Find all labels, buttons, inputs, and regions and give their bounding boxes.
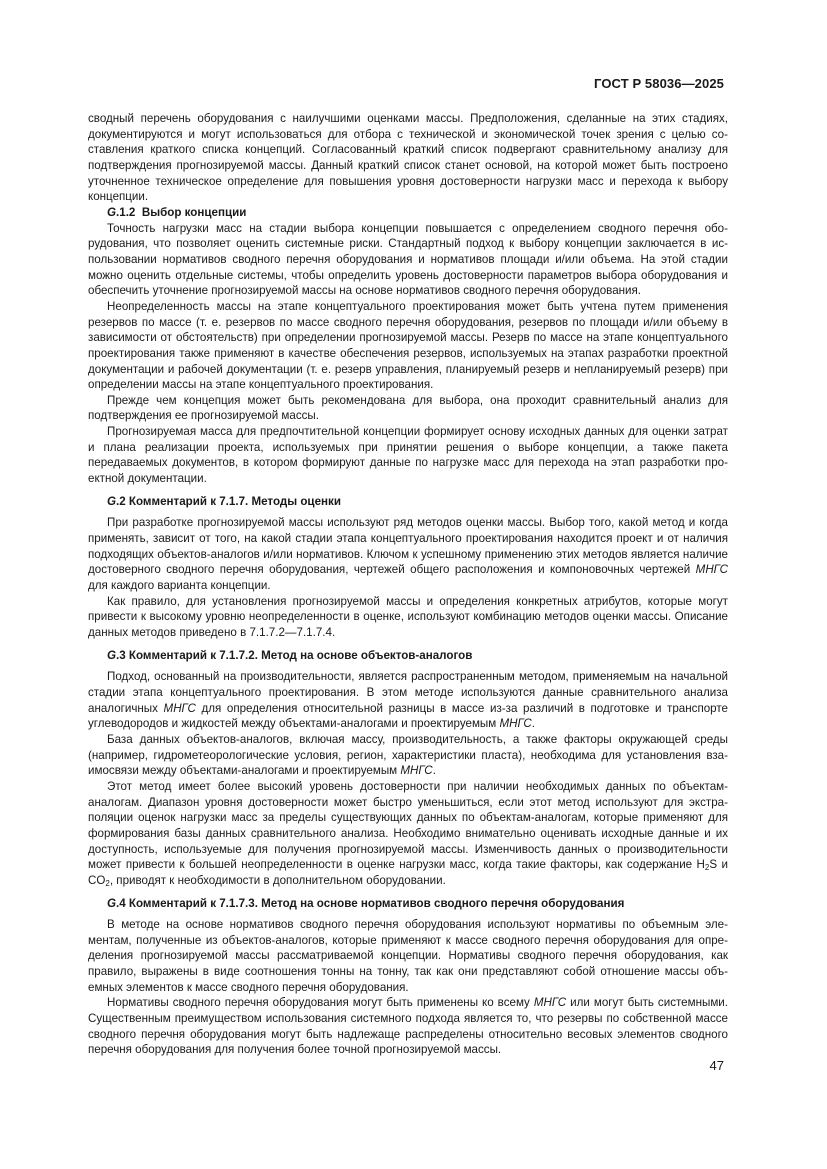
document-header: ГОСТ Р 58036—2025 xyxy=(594,76,724,91)
paragraph: В методе на основе нормативов сводного перечня оборудования используют нормативы по объемным элементам, полученные из объектов-аналогов, которые применяют к массе сводного перечня оборудования для определения прогнозируемой массы рассматриваемой концепции. Нормативы сводного перечня оборудования, как правило, выражены в виде соотношения тонны на тонну, так как они представляют собой отношение массы объемных элементов к массе сводного перечня оборудования. xyxy=(88,918,728,994)
section-heading-g-2: G.2 Комментарий к 7.1.7. Методы оценки xyxy=(107,494,341,508)
paragraph: Как правило, для установления прогнозируемой массы и определения конкретных атрибутов, которые могут привести к высокому уровню неопределенности в оценке, используют комбинацию методов оценки массы. Описание данных методов приведено в 7.1.7.2—7.1.7.4. xyxy=(88,594,728,639)
section-heading-g-1-2: G.1.2 Выбор концепции xyxy=(107,205,247,219)
paragraph: Подход, основанный на производительности, является распространенным методом, применяемым на начальной стадии этапа концептуального проектирования. В этом методе используются данные сравнительного анализа аналогичных МНГС для определения относительной разницы в массе из-за различий в подготовке и транспорте углеводородов и жидкостей между объектами-аналогами и проектируемым МНГС. xyxy=(88,670,728,731)
paragraph: Прогнозируемая масса для предпочтительной концепции формирует основу исходных данных для оценки затрат и плана реализации проекта, используемых при принятии решения о выборе концепции, а также пакета передаваемых документов, в котором формируют данные по нагрузке масс для перехода на этап разработки проектной документации. xyxy=(88,425,728,486)
page-number: 47 xyxy=(709,1058,724,1073)
paragraph: Неопределенность массы на этапе концептуального проектирования может быть учтена путем применения резервов по массе (т. е. резервов по массе сводного перечня оборудования, резервов по площади и/или объему в зависимости от обстоятельств) при определении прогнозируемой массы. Резерв по массе на этапе концептуального проектирования также применяют в качестве обеспечения резервов, используемых на этапах разработки проектной документации и рабочей документации (т. е. резерв управления, планируемый резерв и непланируемый резерв) при определении массы на этапе концептуального проектирования. xyxy=(88,299,728,392)
paragraph: Прежде чем концепция может быть рекомендована для выбора, она проходит сравнительный анализ для подтверждения ее прогнозируемой массы. xyxy=(88,393,728,423)
paragraph: Нормативы сводного перечня оборудования могут быть применены ко всему МНГС или могут быть системными. Существенным преимуществом использования системного подхода является то, что резервы по собственной массе сводного перечня оборудования могут быть надлежаще распределены относительно весовых элементов сводного перечня оборудования для получения более точной прогнозируемой массы. xyxy=(88,996,728,1057)
page-body xyxy=(88,111,728,1058)
paragraph: Точность нагрузки масс на стадии выбора концепции повышается с определением сводного перечня оборудования, что позволяет оценить системные риски. Стандартный подход к выбору концепции заключается в использовании нормативов сводного перечня оборудования и нормативов площади и/или объема. На этой стадии можно оценить отдельные системы, чтобы определить уровень достоверности параметров выбора оборудования и обеспечить уточнение прогнозируемой массы на основе нормативов сводного перечня оборудования. xyxy=(88,221,728,298)
paragraph: Этот метод имеет более высокий уровень достоверности при наличии необходимых данных по объектам-аналогам. Диапазон уровня достоверности может быстро уменьшиться, если этот метод используют для экстраполяции оценок нагрузки масс за пределы существующих данных по объектам-аналогам, которые применяют для формирования базы данных сравнительного анализа. Необходимо внимательно оценивать исходные данные и их доступность, используемые для получения прогнозируемой массы. Изменчивость данных о производительности может привести к большей неопределенности в оценке нагрузки масс, когда такие факторы, как содержание $H_2S$ и $CO_2$, приводят к необходимости в дополнительном оборудовании. xyxy=(88,779,728,888)
paragraph: При разработке прогнозируемой массы используют ряд методов оценки массы. Выбор того, какой метод и когда применять, зависит от того, на какой стадии этапа концептуального проектирования находится проект и от наличия подходящих объектов-аналогов и/или нормативов. Ключом к успешному применению этих методов является наличие достоверного сводного перечня оборудования, чертежей общего расположения и компоновочных чертежей МНГС для каждого варианта концепции. xyxy=(88,516,728,593)
paragraph: База данных объектов-аналогов, включая массу, производительность, а также факторы окружающей среды (например, гидрометеорологические условия, регион, характеристики пласта), необходима для установления взаимосвязи между объектами-аналогами и проектируемым МНГС. xyxy=(88,732,728,778)
section-heading-g-3: G.3 Комментарий к 7.1.7.2. Метод на основе объектов-аналогов xyxy=(107,648,473,662)
section-heading-g-4: G.4 Комментарий к 7.1.7.3. Метод на основе нормативов сводного перечня оборудования xyxy=(107,896,625,910)
paragraph: сводный перечень оборудования с наилучшими оценками массы. Предположения, сделанные на этих стадиях, документируются и могут использоваться для отбора с технической и экономической точек зрения с целью составления краткого списка концепций. Согласованный краткий список подвергают сравнительному анализу для подтверждения прогнозируемой массы. Данный краткий список станет основой, на которой может быть построено уточненное техническое определение для повышения уровня достоверности нагрузки масс и перехода к выбору концепции. xyxy=(88,112,728,204)
